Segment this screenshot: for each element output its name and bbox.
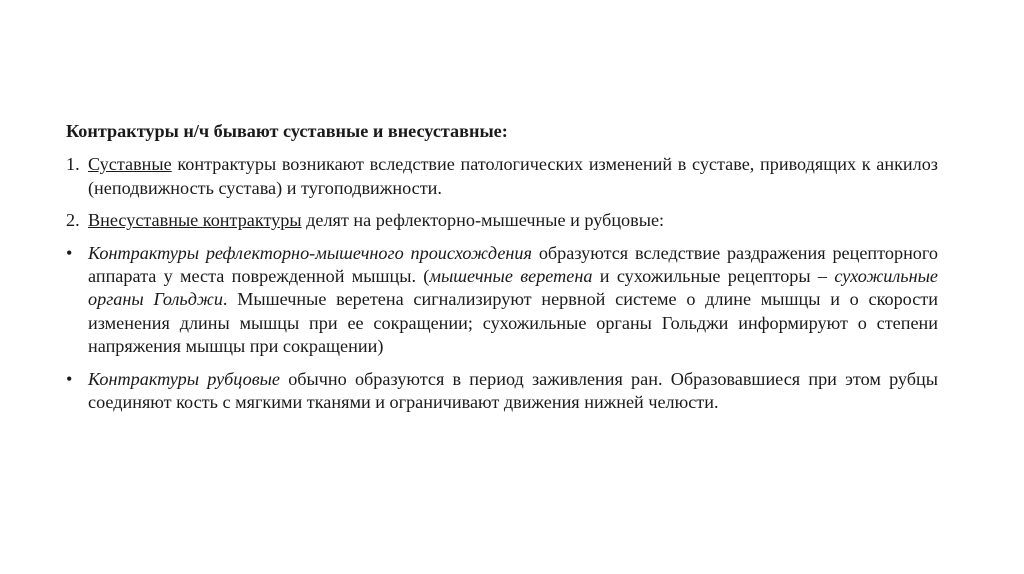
- term-extra-articular: Внесуставные контрактуры: [88, 210, 302, 231]
- bullet: •: [66, 242, 73, 263]
- term-joint: Суставные: [88, 154, 172, 175]
- list-item-joint: [66, 153, 938, 200]
- list-item-reflex-muscular: [66, 242, 938, 359]
- term-golgi-organs: сухожильные органы Гольджи: [88, 266, 938, 310]
- term-muscle-spindles: мышечные веретена: [429, 266, 593, 287]
- list-number: 2.: [66, 210, 80, 231]
- item-text: и сухожильные рецепторы –: [592, 266, 835, 287]
- bullet: •: [66, 368, 73, 389]
- slide-content: [66, 120, 938, 423]
- slide-heading: Контрактуры н/ч бывают суставные и внесуставные:: [66, 121, 508, 141]
- term-scar: Контрактуры рубцовые: [88, 368, 280, 389]
- list-item-extra-articular: [66, 209, 938, 232]
- item-text: образуются вследствие раздражения рецепторного аппарата у места поврежденной мышцы. (: [88, 242, 938, 287]
- list-item-scar: [66, 368, 938, 415]
- list-number: 1.: [66, 154, 80, 175]
- item-text: обычно образуются в период заживления ран. Образовавшиеся при этом рубцы соединяют кость с мягкими тканями и ограничивают движения нижней челюсти.: [88, 368, 938, 413]
- item-text: . Мышечные веретена сигнализируют нервной системе о длине мышцы и о скорости изменения длины мышцы при ее сокращении; сухожильные органы Гольджи информируют о степени напряжения мышцы при сокращении): [88, 289, 938, 357]
- term-reflex-muscular: Контрактуры рефлекторно-мышечного происхождения: [88, 242, 532, 263]
- item-text: делят на рефлекторно-мышечные и рубцовые:: [301, 210, 665, 231]
- item-text: контрактуры возникают вследствие патологических изменений в суставе, приводящих к анкилоз (неподвижность сустава) и тугоподвижности.: [88, 154, 938, 198]
